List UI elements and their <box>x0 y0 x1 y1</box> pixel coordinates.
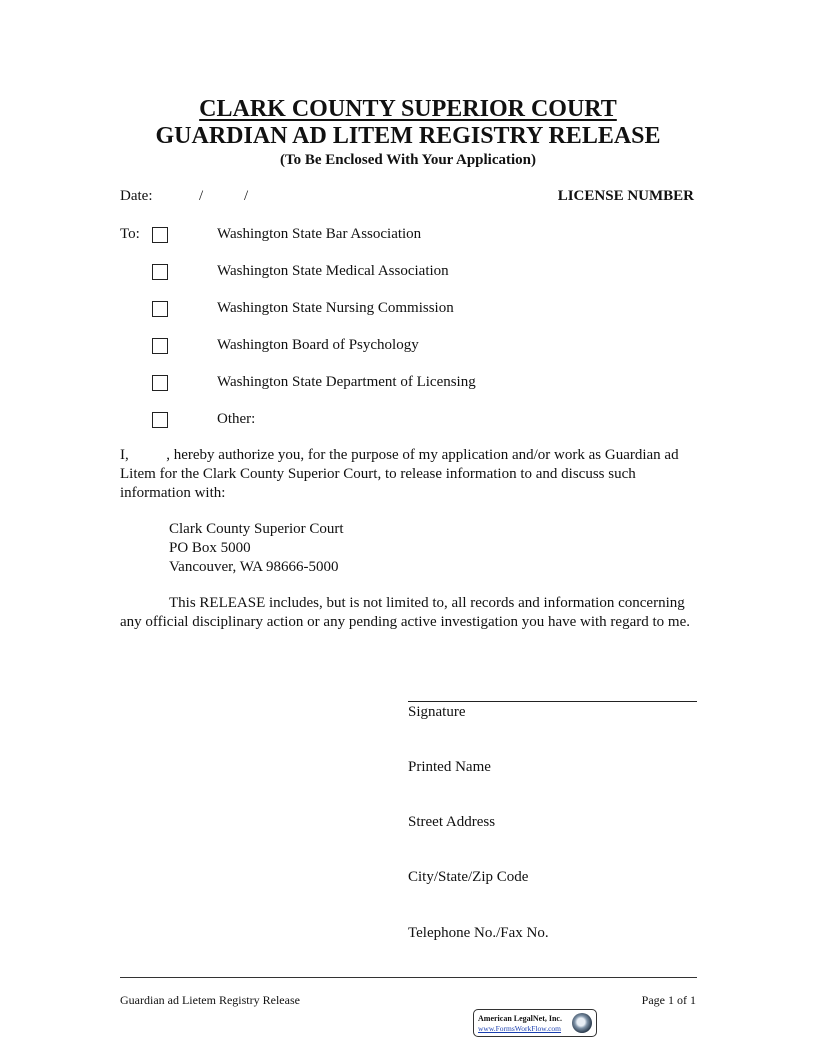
court-title: CLARK COUNTY SUPERIOR COURT <box>199 96 617 122</box>
license-number-label: LICENSE NUMBER <box>557 188 694 204</box>
logo-company-name: American LegalNet, Inc. <box>478 1014 562 1023</box>
checkbox-other[interactable] <box>152 412 168 428</box>
american-legalnet-logo[interactable] <box>473 1009 597 1037</box>
option-label: Washington State Department of Licensing <box>217 374 476 390</box>
globe-icon <box>572 1013 592 1033</box>
form-title: GUARDIAN AD LITEM REGISTRY RELEASE <box>155 123 661 149</box>
page-number: Page 1 of 1 <box>641 993 696 1007</box>
checkbox-board-of-psychology[interactable] <box>152 338 168 354</box>
checkbox-department-of-licensing[interactable] <box>152 375 168 391</box>
checkbox-medical-association[interactable] <box>152 264 168 280</box>
printed-name-label: Printed Name <box>408 759 491 775</box>
signature-label: Signature <box>408 704 466 720</box>
checkbox-nursing-commission[interactable] <box>152 301 168 317</box>
footer-divider <box>120 977 697 978</box>
release-paragraph: This RELEASE includes, but is not limited to, all records and information concerning any official disciplinary action or any pending active investigation you have with regard to me. <box>120 595 690 630</box>
address-line: Clark County Superior Court <box>169 521 344 537</box>
telephone-fax-label: Telephone No./Fax No. <box>408 925 549 941</box>
footer-form-name: Guardian ad Lietem Registry Release <box>120 993 300 1007</box>
authorization-paragraph: I, , hereby authorize you, for the purpose of my application and/or work as Guardian ad Litem for the Clark County Superior Court, to release information to and discuss such information with: <box>120 447 683 501</box>
date-separator: / <box>244 188 249 204</box>
address-line: PO Box 5000 <box>169 540 251 556</box>
option-label: Washington State Bar Association <box>217 226 422 242</box>
logo-website-link[interactable]: www.FormsWorkFlow.com <box>478 1024 562 1033</box>
form-subtitle: (To Be Enclosed With Your Application) <box>279 152 537 168</box>
option-label: Washington State Medical Association <box>217 263 449 279</box>
city-state-zip-label: City/State/Zip Code <box>408 869 529 885</box>
option-label: Washington State Nursing Commission <box>217 300 454 316</box>
address-line: Vancouver, WA 98666-5000 <box>169 559 339 575</box>
to-label: To: <box>120 226 140 242</box>
option-label: Washington Board of Psychology <box>217 337 419 353</box>
street-address-label: Street Address <box>408 814 496 830</box>
checkbox-bar-association[interactable] <box>152 227 168 243</box>
option-label: Other: <box>217 411 256 427</box>
date-separator: / <box>199 188 204 204</box>
date-label: Date: <box>120 188 153 204</box>
signature-line[interactable] <box>408 701 697 702</box>
